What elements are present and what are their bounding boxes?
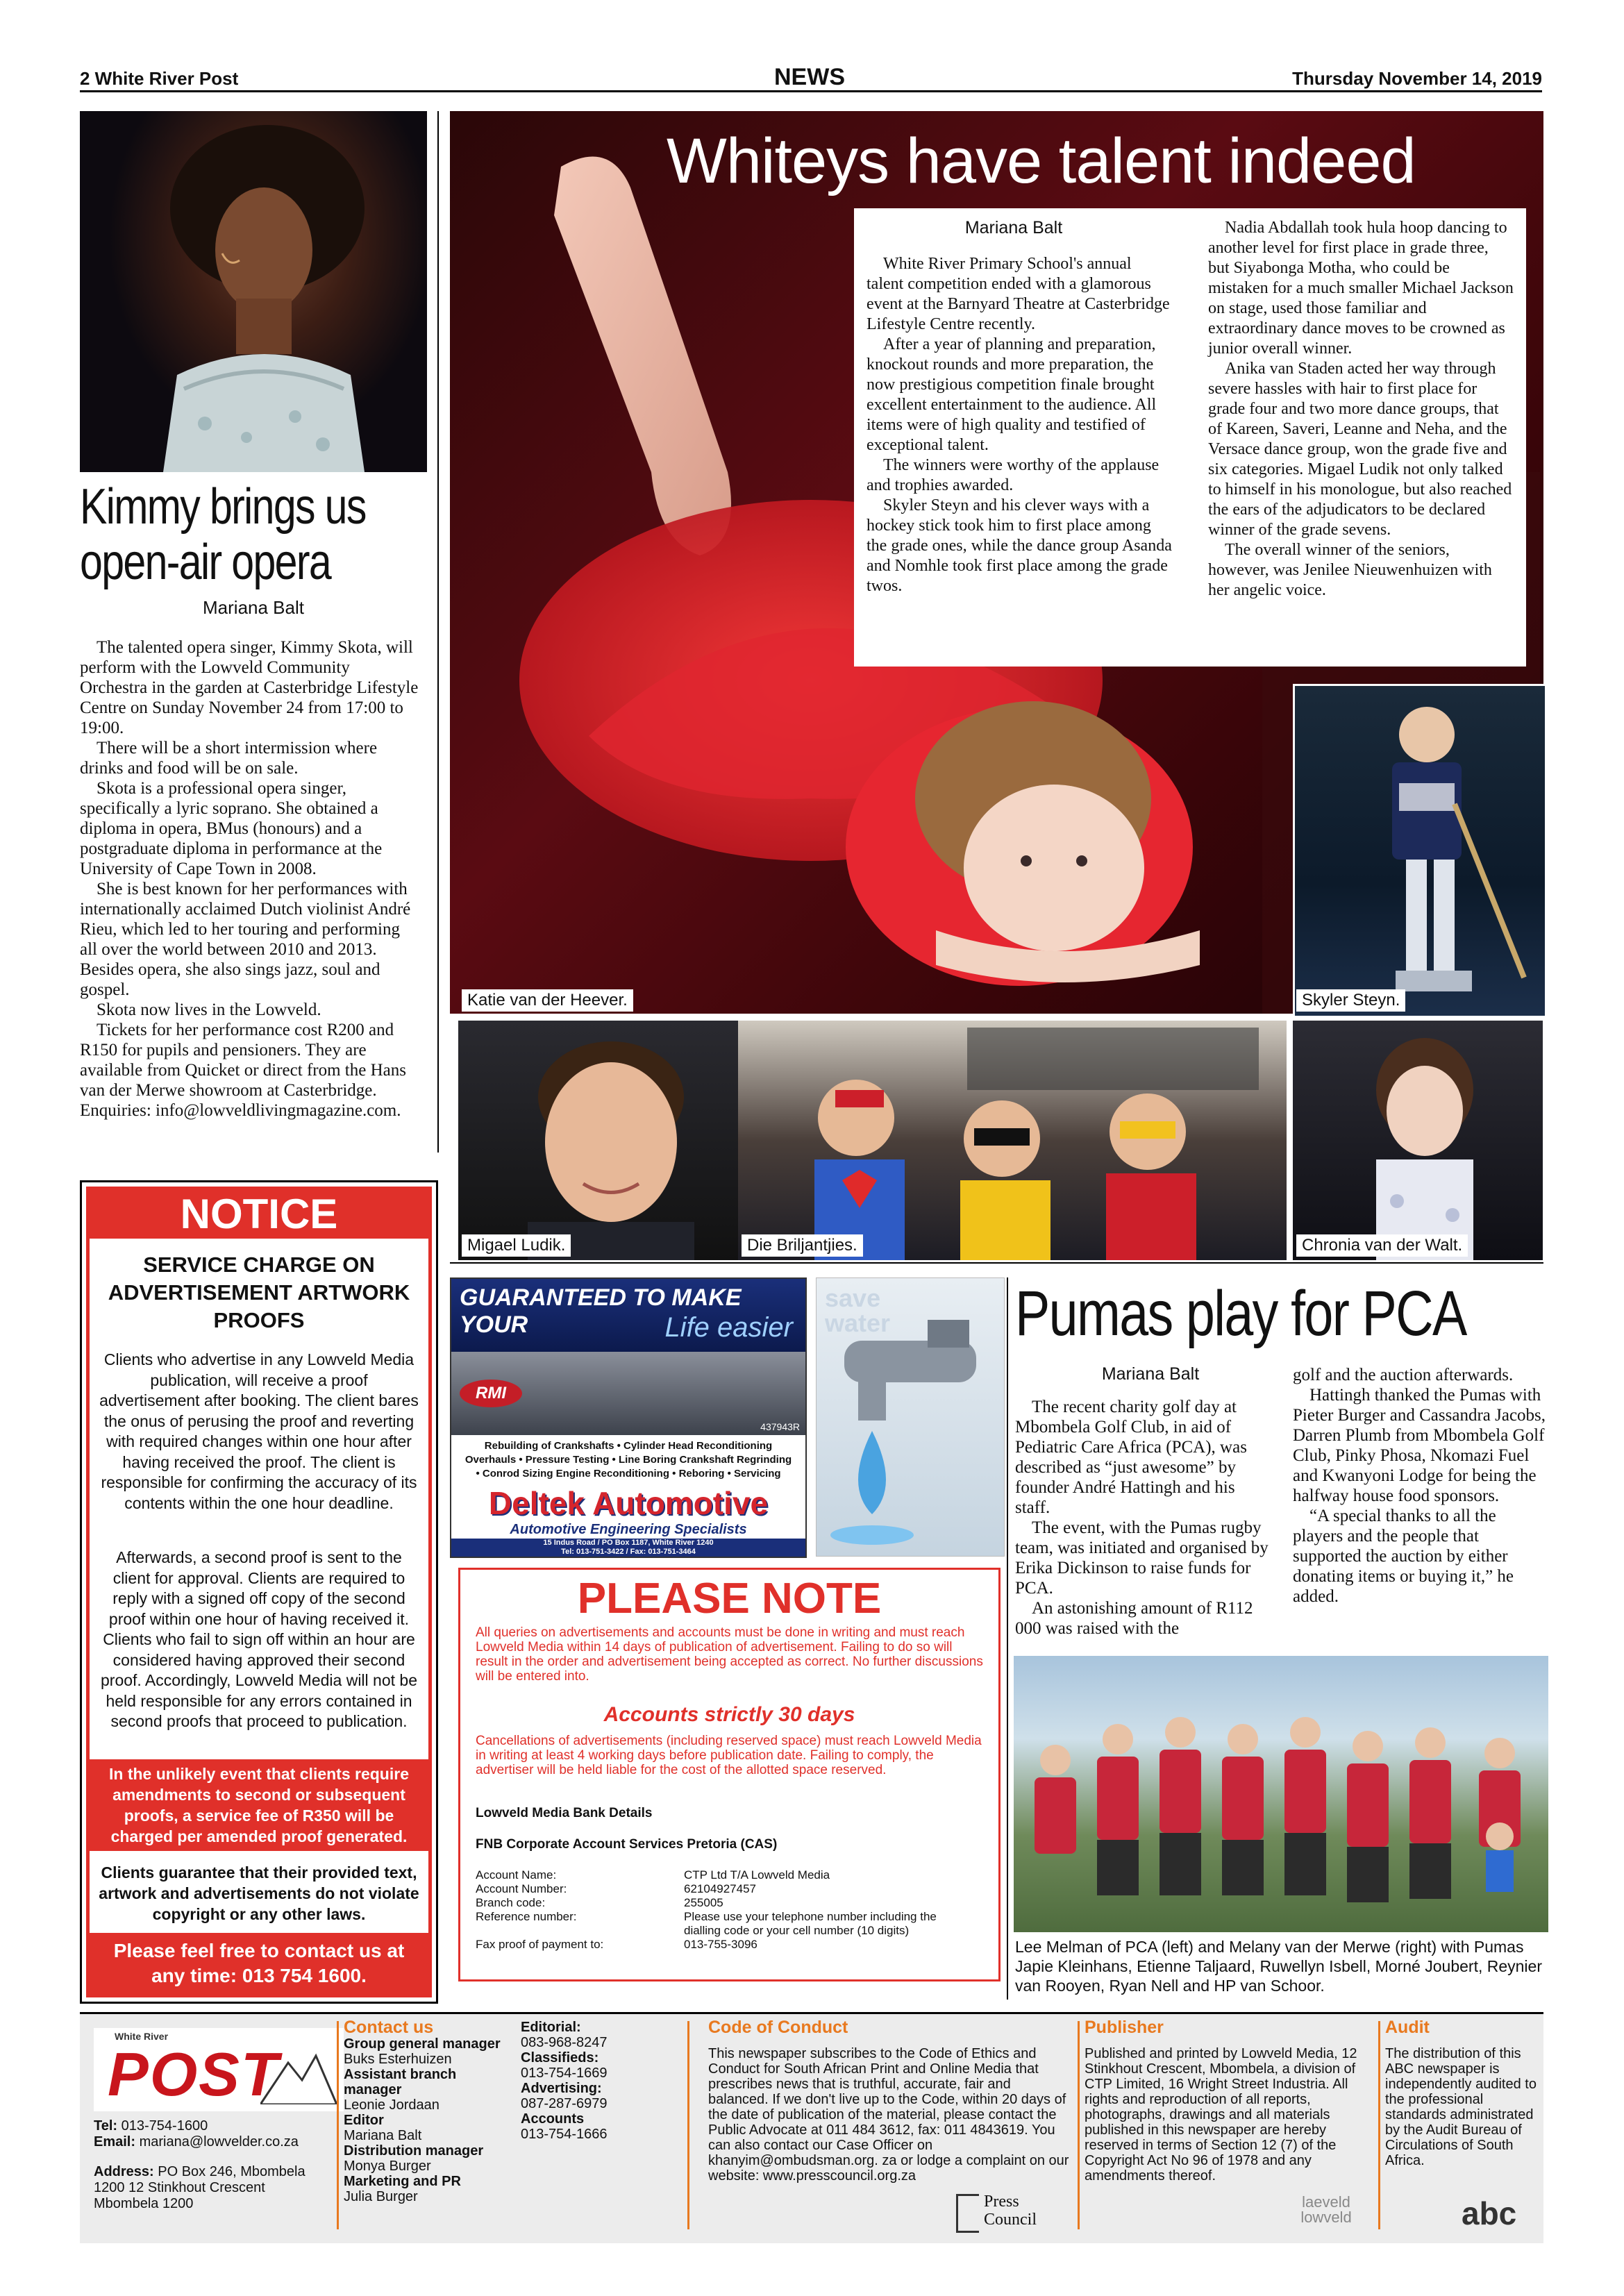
contact-name: Buks Esterhuizen	[344, 2052, 452, 2067]
kimmy-paragraph: Skota now lives in the Lowveld.	[97, 1000, 321, 1019]
notice-fee-box: In the unlikely event that clients require amendments to second or subsequent proofs, a service fee of R350 will be charged per amended proof generated.	[90, 1759, 428, 1851]
bank-row	[476, 1896, 982, 1910]
footer-contacts	[344, 2020, 510, 2204]
footer-tel-value: 013-754-1600	[121, 2118, 208, 2134]
footer-tel-label: Tel:	[94, 2118, 118, 2134]
mountain-icon	[260, 2042, 337, 2104]
kimmy-paragraph: She is best known for her performances with internationally acclaimed Dutch violinist André Rieu, which led to her touring and performing all over the world between 2010 and 2013. Besides opera, she also sings jazz, soul and gospel.	[80, 880, 411, 999]
kimmy-photo	[80, 111, 427, 472]
number-role: Advertising:	[521, 2081, 602, 2096]
notice-guarantee: Clients guarantee that their provided text, artwork and advertisements do not violate copyright or any other laws.	[99, 1863, 419, 1923]
footer-tel	[94, 2118, 330, 2134]
pumas-col2	[1293, 1365, 1550, 1607]
please-note-para1: All queries on advertisements and accounts must be done in writing and must reach Lowveld Media within 14 days of publication of advertisement. Failing to do so will result in the order and advertisement being accepted as correct. No further discussions will be entered into.	[476, 1625, 983, 1684]
footer-divider	[1378, 2021, 1380, 2229]
please-note-subtitle: Accounts strictly 30 days	[603, 1703, 855, 1726]
pumas-photo	[1014, 1656, 1548, 1932]
footer-audit	[1385, 2020, 1538, 2168]
contact-role: Assistant branch manager	[344, 2067, 457, 2097]
contact-role: Marketing and PR	[344, 2174, 461, 2189]
notice-subtitle: SERVICE CHARGE ON ADVERTISEMENT ARTWORK PROOFS	[108, 1252, 410, 1332]
talent-paragraph: White River Primary School's annual talent competition ended with a glamorous event at the Barnyard Theatre at Casterbridge Lifestyle Centre recently.	[867, 255, 1170, 333]
conduct-title: Code of Conduct	[708, 2018, 848, 2037]
talent-paragraph: Anika van Staden acted her way through severe hassles with hair to first place for grade four and two more dance groups, that of Kareen, Saveri, Leanne and Neha, and the Versace dance group, won the grade five and six categories. Migael Ludik not only talked to himself in his monologue, but also reached the ears of the adjudicators to be declared winner of the grade sevens.	[1208, 360, 1512, 539]
audit-title: Audit	[1385, 2018, 1430, 2037]
contact-role: Distribution manager	[344, 2143, 484, 2159]
deltek-tel: Tel: 013-751-3422 / Fax: 013-751-3464	[561, 1548, 696, 1556]
deltek-banner	[451, 1279, 805, 1352]
please-note-para2: Cancellations of advertisements (including reserved space) must reach Lowveld Media in writing at least 4 working days before publication date. Failing to comply, the advertiser will be held liable for the cost of the allotted space reserved.	[476, 1734, 982, 1777]
dancer-girl-illustration	[1293, 1021, 1543, 1260]
talent-paragraph: The overall winner of the seniors, however, was Jenilee Nieuwenhuizen with her angelic voice.	[1208, 541, 1492, 599]
footer-conduct	[708, 2020, 1069, 2184]
footer-email-value: mariana@lowvelder.co.za	[139, 2134, 299, 2150]
conduct-text: This newspaper subscribes to the Code of Ethics and Conduct for South African Print and Online Media that prescribes news that is truthful, accurate, fair and balanced. If we don't live up to the Code, within 20 days of the date of publication of the material, please contact the Public Advocate at 011 484 3612, fax: 011 4843619. You can also contact our Case Officer on khanyim@ombudsman.org. za or lodge a complaint on our website: www.presscouncil.org.za	[708, 2046, 1069, 2184]
pumas-paragraph: The event, with the Pumas rugby team, was initiated and organised by Erika Dickinson to raise funds for PCA.	[1015, 1518, 1269, 1598]
golfers-illustration	[1014, 1656, 1548, 1932]
talent-text-box	[854, 208, 1526, 667]
pumas-col1	[1015, 1397, 1272, 1639]
press-council-logo	[956, 2191, 1067, 2233]
talent-col1	[867, 254, 1172, 596]
water-ad	[816, 1277, 1005, 1557]
contact-name: Leonie Jordaan	[344, 2097, 440, 2113]
deltek-address: 15 Indus Road / PO Box 1187, White River 1240	[543, 1539, 714, 1547]
kimmy-body	[80, 637, 420, 1121]
pumas-byline: Mariana Balt	[1101, 1364, 1200, 1384]
press-council-text: Press Council	[984, 2193, 1037, 2229]
skater-illustration	[1295, 686, 1545, 1016]
notice-box	[80, 1180, 438, 2004]
kimmy-side-rule	[437, 111, 439, 1153]
bank-title: Lowveld Media Bank Details	[476, 1806, 653, 1820]
caption-migael: Migael Ludik.	[462, 1234, 571, 1257]
notice-title: NOTICE	[90, 1190, 428, 1239]
deltek-services-3: • Conrod Sizing Engine Reconditioning • Reboring • Servicing	[476, 1468, 781, 1480]
footer-divider	[687, 2021, 689, 2229]
bank-row	[476, 1938, 982, 1952]
briljantjies-photo	[738, 1021, 1287, 1260]
number-role: Classifieds:	[521, 2050, 599, 2065]
number-value: 013-754-1666	[521, 2127, 608, 2142]
contact-name: Julia Burger	[344, 2189, 418, 2204]
talent-bottom-rule	[450, 1262, 1543, 1264]
bank-row-value: 013-755-3096	[684, 1938, 757, 1951]
bank-row-value: 62104927457	[684, 1882, 757, 1895]
footer-email	[94, 2134, 330, 2150]
number-value: 013-754-1669	[521, 2065, 608, 2081]
number-value: 083-968-8247	[521, 2035, 608, 2050]
boy-illustration	[458, 1021, 753, 1260]
footer-divider	[337, 2021, 339, 2229]
bank-details	[476, 1868, 982, 1952]
lowveld-logo: laeveld lowveld	[1300, 2193, 1352, 2226]
footer-divider	[1078, 2021, 1080, 2229]
talent-paragraph: Skyler Steyn and his clever ways with a hockey stick took him to first place among the grade ones, while the dance group Asanda and Nomhle took first place among the grade twos.	[867, 496, 1172, 595]
bank-row-label: Account Name:	[476, 1868, 557, 1882]
deltek-address-bar	[451, 1539, 805, 1557]
talent-col2	[1208, 218, 1514, 601]
pumas-paragraph: Hattingh thanked the Pumas with Pieter Burger and Cassandra Jacobs, Darren Plumb from Mbombela Golf Club, Pinky Phosa, Nkomazi Fuel and Kwanyoni Lodge for being the halfway house food sponsors.	[1293, 1386, 1546, 1505]
please-note-title: PLEASE NOTE	[577, 1575, 882, 1623]
water-ad-text1: save	[825, 1284, 881, 1312]
footer-address-label: Address:	[94, 2164, 154, 2179]
contact-us-title: Contact us	[344, 2018, 434, 2037]
footer	[80, 2012, 1543, 2243]
post-logo-top: White River	[115, 2031, 169, 2042]
singer-illustration	[80, 111, 427, 472]
deltek-services-1: Rebuilding of Crankshafts • Cylinder Head Reconditioning	[484, 1440, 773, 1452]
talent-headline: Whiteys have talent indeed	[667, 126, 1416, 196]
engine-image	[451, 1352, 805, 1435]
caption-katie: Katie van der Heever.	[462, 989, 633, 1012]
bank-row-label: Branch code:	[476, 1896, 546, 1909]
ad-code: 437943R	[760, 1421, 800, 1432]
header-rule	[80, 90, 1542, 92]
group-illustration	[738, 1021, 1287, 1260]
kimmy-paragraph: Tickets for her performance cost R200 and R150 for pupils and pensioners. They are available from Quicket or direct from the Hans van der Merwe showroom at Casterbridge. Enquiries: info@lowveldlivingmagazine.com.	[80, 1021, 406, 1120]
audit-text: The distribution of this ABC newspaper is independently audited to the professional standards administrated by the Audit Bureau of Circulations of South Africa.	[1385, 2046, 1537, 2168]
pumas-paragraph: The recent charity golf day at Mbombela Golf Club, in aid of Pediatric Care Africa (PCA), was described as “just awesome” by founder André Hattingh and his staff.	[1015, 1398, 1247, 1517]
talent-paragraph: Nadia Abdallah took hula hoop dancing to another level for first place in grade three, but Siyabonga Motha, who could be mistaken for a much smaller Michael Jackson on stage, used those familiar and extraordinary dance moves to be crowned as junior overall winner.	[1208, 219, 1514, 358]
kimmy-paragraph: The talented opera singer, Kimmy Skota, will perform with the Lowveld Community Orchestra in the garden at Casterbridge Lifestyle Centre on Sunday November 24 from 17:00 to 19:00.	[80, 638, 419, 737]
deltek-ad	[450, 1277, 807, 1558]
deltek-banner-line2: Life easier	[664, 1312, 793, 1343]
kimmy-paragraph: There will be a short intermission where drinks and food will be on sale.	[80, 739, 378, 778]
bank-row-label: Reference number:	[476, 1910, 577, 1923]
caption-skyler: Skyler Steyn.	[1296, 989, 1405, 1012]
post-logo	[94, 2028, 344, 2111]
deltek-banner-line1: GUARANTEED TO MAKE YOUR	[460, 1284, 742, 1338]
number-role: Editorial:	[521, 2020, 581, 2035]
pumas-paragraph: An astonishing amount of R112 000 was raised with the	[1015, 1599, 1253, 1638]
deltek-brand: Deltek Automotive	[488, 1485, 769, 1521]
rmi-logo: RMI	[460, 1380, 522, 1407]
pumas-caption: Lee Melman of PCA (left) and Melany van der Merwe (right) with Pumas Japie Kleinhans, Etienne Taljaard, Ruwellyn Isbell, Morné Joubert, Reynier van Rooyen, Ryan Nell and HP van Schoor.	[1015, 1938, 1542, 1995]
press-council-mark	[956, 2194, 979, 2233]
page-date: Thursday November 14, 2019	[1292, 68, 1542, 89]
page-header-left: 2 White River Post	[80, 68, 239, 89]
footer-address-value: PO Box 246, Mbombela 1200 12 Stinkhout Crescent Mbombela 1200	[94, 2164, 305, 2211]
bank-row	[476, 1910, 982, 1938]
publisher-text: Published and printed by Lowveld Media, 12 Stinkhout Crescent, Mbombela, a division of CTP Limited, 16 Wright Street Industria. All rights and reproduction of all reports, photographs, drawings and all materials published in this newspaper are hereby reserved in terms of Section 12 (7) of the Copyright Act No 96 of 1978 and any amendments thereof.	[1085, 2046, 1357, 2184]
bank-row-value: CTP Ltd T/A Lowveld Media	[684, 1868, 830, 1882]
contact-role: Group general manager	[344, 2036, 501, 2052]
notice-para2: Afterwards, a second proof is sent to the client for approval. Clients are required to reply with a signed off copy of the second proof within one hour of having received it. Clients who fail to sign off within an hour are considered having approved their second proof. Accordingly, Lowveld Media will not be held responsible for any errors contained in second proofs that proceed to publication.	[101, 1548, 417, 1730]
skyler-photo	[1293, 684, 1547, 1018]
caption-briljantjies: Die Briljantjies.	[742, 1234, 863, 1257]
number-value: 087-287-6979	[521, 2096, 608, 2111]
please-note-box	[458, 1568, 1001, 1981]
migael-photo	[458, 1021, 753, 1260]
post-logo-text: POST	[108, 2040, 280, 2109]
contact-name: Monya Burger	[344, 2159, 431, 2174]
pumas-paragraph: “A special thanks to all the players and the people that supported the auction by either donating items or buying it,” he added.	[1293, 1507, 1514, 1606]
talent-byline: Mariana Balt	[964, 218, 1063, 237]
bank-row	[476, 1868, 982, 1882]
talent-paragraph: After a year of planning and preparation, knockout rounds and more preparation, the now prestigious competition finale brought excellent entertainment to the audience. All items were of high quality and testified of exceptional talent.	[867, 335, 1157, 454]
kimmy-headline: Kimmy brings us open-air opera	[80, 479, 366, 590]
footer-contact-block	[94, 2118, 330, 2212]
deltek-tagline: Automotive Engineering Specialists	[510, 1522, 747, 1537]
publisher-title: Publisher	[1085, 2018, 1164, 2037]
kimmy-paragraph: Skota is a professional opera singer, specifically a lyric soprano. She obtained a diploma in opera, BMus (honours) and a postgraduate diploma in performance at the University of Cape Town in 2008.	[80, 779, 383, 878]
pumas-headline: Pumas play for PCA	[1015, 1278, 1466, 1349]
footer-numbers	[521, 2020, 673, 2142]
bank-row-value: 255005	[684, 1896, 723, 1909]
section-title: NEWS	[774, 64, 845, 90]
kimmy-byline: Mariana Balt	[203, 597, 304, 618]
chronia-photo	[1293, 1021, 1543, 1260]
bank-row	[476, 1882, 982, 1896]
bank-row-label: Account Number:	[476, 1882, 567, 1895]
number-role: Accounts	[521, 2111, 585, 2127]
deltek-services-2: Overhauls • Pressure Testing • Line Boring Crankshaft Regrinding	[464, 1454, 792, 1466]
bank-name: FNB Corporate Account Services Pretoria (CAS)	[476, 1837, 778, 1852]
contact-name: Mariana Balt	[344, 2128, 422, 2143]
bank-row-label: Fax proof of payment to:	[476, 1938, 604, 1951]
abc-logo: abc	[1462, 2195, 1517, 2231]
caption-chronia: Chronia van der Walt.	[1296, 1234, 1468, 1257]
footer-email-label: Email:	[94, 2134, 136, 2150]
water-ad-text2: water	[825, 1309, 891, 1337]
notice-inner	[86, 1187, 432, 1997]
contact-role: Editor	[344, 2113, 384, 2128]
pumas-continued: golf and the auction afterwards.	[1293, 1366, 1514, 1384]
talent-paragraph: The winners were worthy of the applause and trophies awarded.	[867, 456, 1160, 494]
notice-para1: Clients who advertise in any Lowveld Media publication, will receive a proof advertisement after booking. The client bares the onus of perusing the proof and reverting with required changes within one hour after having received the proof. The client is responsible for confirming the accuracy of its contents within the one hour deadline.	[99, 1350, 419, 1512]
footer-publisher	[1085, 2020, 1376, 2184]
footer-address	[94, 2164, 330, 2212]
pumas-side-rule	[1007, 1277, 1008, 2000]
bank-row-value: Please use your telephone number including the dialling code or your cell number (10 digits)	[684, 1910, 937, 1937]
notice-contact: Please feel free to contact us at any time: 013 754 1600.	[90, 1933, 428, 1994]
